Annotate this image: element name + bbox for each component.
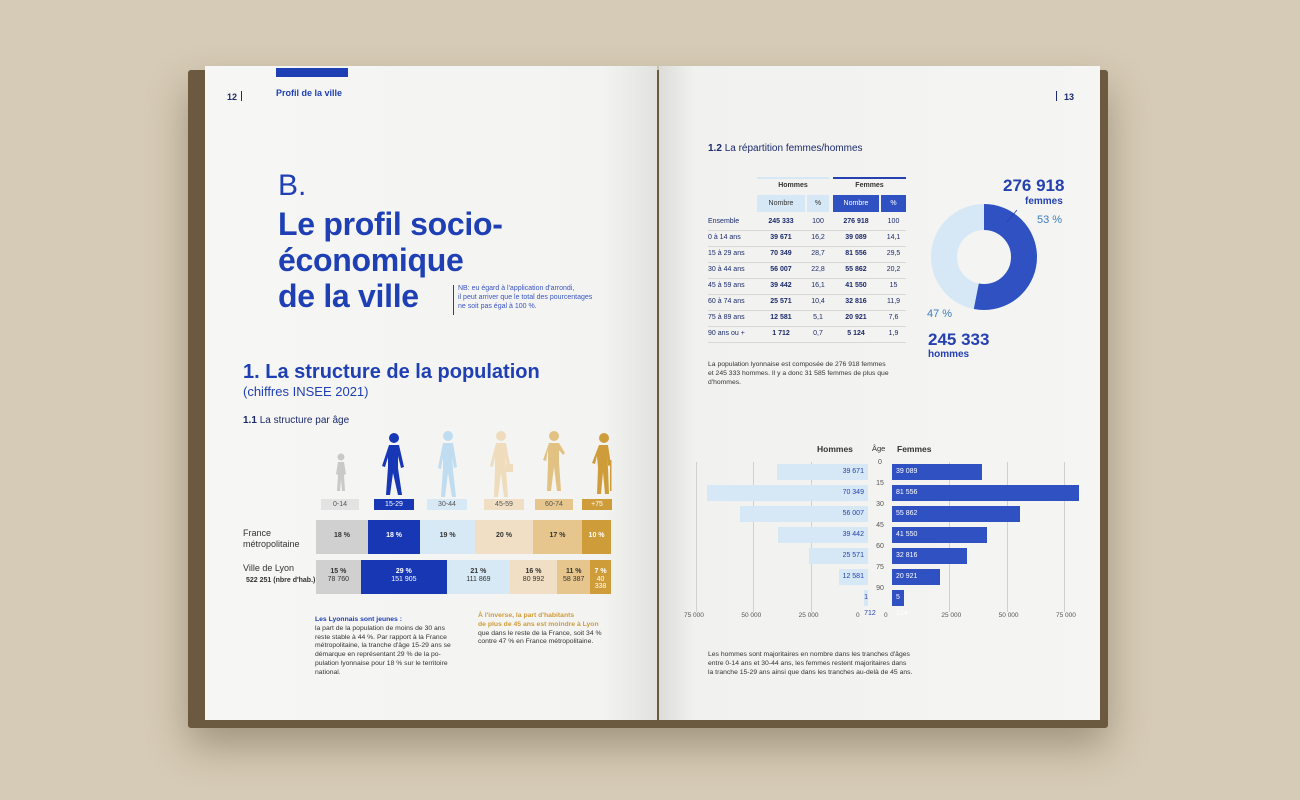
para-line: métropolitaine, la tranche d'âge 15-29 ans se	[315, 642, 451, 650]
age-tick: 90	[876, 585, 884, 592]
men-pct: 28,7	[811, 250, 825, 257]
subsection-title: La répartition femmes/hommes	[724, 143, 863, 154]
age-figures	[315, 426, 615, 498]
segment-pct: 15 %	[330, 568, 347, 575]
note-line: La population lyonnaise est composée de 276 918 femmes	[708, 361, 886, 368]
axis-tick: 0	[884, 612, 888, 619]
nb-rule	[453, 285, 454, 315]
title-line: économique	[278, 242, 464, 279]
men-pct: 47 %	[927, 308, 953, 320]
women-pct: 1,9	[888, 330, 899, 337]
age-tick: 45	[876, 522, 884, 529]
men-bar: 25 571	[809, 548, 868, 564]
women-pct: 11,9	[886, 298, 901, 305]
adult-figure-icon	[438, 431, 457, 497]
segment-count: 78 760	[327, 576, 350, 583]
women-pct: 100	[887, 218, 900, 225]
age-label-60-74: 60-74	[535, 499, 573, 510]
running-head: Profil de la ville	[276, 88, 343, 98]
axis-tick: 0	[856, 612, 860, 619]
subsection-heading	[243, 415, 349, 426]
men-pct: 5,1	[813, 314, 823, 321]
men-bar: 39 671	[777, 464, 868, 480]
donut-note	[708, 360, 928, 388]
child-figure-icon	[336, 454, 346, 492]
age-label-75-plus: +75	[582, 499, 612, 510]
section-subheading: (chiffres INSEE 2021)	[243, 384, 369, 399]
men-count: 70 349	[770, 250, 792, 257]
row-label: 75 à 89 ans	[708, 314, 745, 321]
rounding-note	[458, 285, 593, 311]
senior-figure-icon	[543, 431, 565, 491]
stack-segment	[368, 520, 420, 554]
women-pct: 29,5	[886, 250, 901, 257]
women-pct: 7,6	[888, 314, 899, 321]
page-number: 13	[1064, 92, 1075, 102]
age-label-15-29: 15-29	[374, 499, 414, 510]
row-divider	[708, 230, 906, 231]
men-pct: 100	[812, 218, 824, 225]
row-label: 90 ans ou +	[708, 330, 745, 337]
para-young	[315, 616, 463, 678]
para-lead: de plus de 45 ans est moindre à Lyon	[478, 620, 599, 628]
segment-count: 151 905	[391, 576, 417, 583]
age-tick: 0	[878, 459, 882, 466]
women-count: 20 921	[845, 314, 867, 321]
women-count: 5 124	[847, 330, 865, 337]
row-label-france	[243, 528, 300, 550]
title-line: de la ville	[278, 278, 419, 315]
stack-segment	[316, 560, 361, 594]
axis-tick: 75 000	[684, 612, 704, 619]
para-line: démarque en représentant 29 % de la po-	[315, 651, 441, 659]
women-bar: 32 816	[892, 548, 967, 564]
column-header: Nombre	[833, 195, 879, 212]
left-page	[205, 66, 657, 720]
pyramid-men-header: Hommes	[817, 444, 853, 454]
stack-segment	[533, 520, 582, 554]
row-label-line: métropolitaine	[243, 538, 300, 549]
row-label: 45 à 59 ans	[708, 282, 745, 289]
segment-pct: 18 %	[386, 532, 403, 539]
women-bar: 5 124	[892, 590, 904, 606]
age-tick: 75	[876, 564, 884, 571]
subsection-title: La structure par âge	[259, 415, 350, 426]
group-header-men: Hommes	[778, 182, 808, 189]
note-line: d'hommes.	[708, 379, 742, 387]
segment-count: 58 387	[563, 576, 585, 583]
segment-pct: 11 %	[565, 568, 582, 575]
women-pct: 20,2	[886, 266, 901, 273]
segment-pct: 17 %	[549, 532, 566, 539]
stack-segment	[361, 560, 447, 594]
section-heading: 1. La structure de la population	[243, 361, 540, 383]
segment-pct: 7 %	[594, 568, 607, 575]
women-count: 55 862	[845, 266, 867, 273]
age-tick: 15	[876, 480, 884, 487]
row-label-line: France	[243, 528, 272, 538]
row-divider	[708, 326, 906, 327]
women-bar: 39 089	[892, 464, 982, 480]
column-header: %	[881, 195, 906, 212]
pyramid-women-header: Femmes	[897, 444, 932, 454]
women-count: 81 556	[845, 250, 867, 257]
women-bar: 81 556	[892, 485, 1079, 501]
segment-pct: 21 %	[470, 568, 487, 575]
column-header: %	[807, 195, 829, 212]
men-count: 39 442	[770, 282, 792, 289]
page-number: 12	[227, 92, 238, 102]
women-total: 276 918	[1003, 176, 1065, 195]
age-label-0-14: 0-14	[321, 499, 359, 510]
note-line: entre 0-14 ans et 30-44 ans, les femmes restent majoritaires dans	[708, 660, 907, 668]
para-lead: Les Lyonnais sont jeunes :	[315, 616, 402, 623]
middle-age-figure-icon	[490, 431, 513, 497]
header-separator	[241, 91, 242, 101]
row-divider	[708, 278, 906, 279]
header-separator	[1056, 91, 1057, 101]
axis-tick: 75 000	[1056, 612, 1076, 619]
para-older	[478, 612, 628, 647]
group-header-women: Femmes	[855, 182, 884, 189]
note-line: Les hommes sont majoritaires en nombre dans les tranches d'âges	[708, 651, 910, 658]
row-divider	[708, 342, 906, 343]
axis-tick: 50 000	[741, 612, 762, 619]
women-bar: 41 550	[892, 527, 987, 543]
men-pct: 16,1	[811, 282, 825, 289]
women-count: 32 816	[845, 298, 867, 305]
subsection-heading	[708, 143, 863, 154]
para-lead: À l'inverse, la part d'habitants	[478, 612, 575, 619]
men-count: 56 007	[770, 266, 792, 273]
stack-segment	[316, 520, 368, 554]
para-line: national.	[315, 668, 341, 676]
row-divider	[708, 246, 906, 247]
women-count: 41 550	[845, 282, 867, 289]
row-label: 60 à 74 ans	[708, 298, 745, 305]
gender-donut-chart	[929, 202, 1039, 312]
stack-segment	[582, 520, 611, 554]
segment-pct: 16 %	[525, 568, 542, 575]
stack-segment	[420, 520, 475, 554]
men-bar: 70 349	[707, 485, 868, 501]
men-bar: 12 581	[839, 569, 868, 585]
age-label-45-59: 45-59	[484, 499, 524, 510]
stack-segment	[475, 520, 533, 554]
row-label: 15 à 29 ans	[708, 250, 745, 257]
row-divider	[708, 262, 906, 263]
lyon-population: 522 251 (nbre d'hab.)	[246, 576, 316, 584]
men-pct: 10,4	[811, 298, 825, 305]
age-tick: 60	[876, 543, 884, 550]
women-label: femmes	[1025, 196, 1063, 207]
elderly-figure-icon	[592, 433, 612, 494]
women-bar: 55 862	[892, 506, 1020, 522]
men-bar: 1 712	[864, 590, 868, 606]
stack-segment	[510, 560, 558, 594]
men-count: 39 671	[770, 234, 792, 241]
note-line: et 245 333 hommes. Il y a donc 31 585 femmes de plus que	[708, 370, 889, 378]
stack-segment	[447, 560, 510, 594]
men-count: 12 581	[770, 314, 792, 321]
nb-line: il peut arriver que le total des pourcentages	[458, 293, 593, 301]
young-adult-figure-icon	[382, 433, 404, 495]
men-label: hommes	[928, 349, 970, 360]
men-bar: 56 007	[740, 506, 868, 522]
pyramid-note	[708, 650, 968, 678]
segment-count: 40 338	[594, 576, 607, 590]
women-pct: 14,1	[886, 234, 901, 241]
row-label-line: Ville de Lyon	[243, 563, 295, 573]
segment-count: 80 992	[522, 576, 545, 583]
right-page	[659, 66, 1100, 720]
column-header: Nombre	[757, 195, 805, 212]
row-label: 0 à 14 ans	[708, 234, 741, 241]
para-line: que dans le reste de la France, soit 34 %	[478, 629, 602, 637]
segment-pct: 29 %	[395, 568, 412, 575]
axis-tick: 25 000	[941, 612, 962, 619]
nb-line: ne soit pas égal à 100 %.	[458, 302, 537, 310]
men-count: 25 571	[770, 298, 792, 305]
nb-line: NB: eu égard à l'application d'arrondi,	[458, 285, 575, 292]
axis-tick: 25 000	[798, 612, 819, 619]
para-line: pulation lyonnaise pour 18 % sur le territoire	[315, 660, 448, 668]
note-line: la tranche 15-29 ans ainsi que dans les tranches au-delà de 45 ans.	[708, 669, 913, 677]
header-accent-bar	[276, 68, 348, 77]
segment-pct: 20 %	[495, 532, 512, 539]
axis-tick: 50 000	[998, 612, 1019, 619]
subsection-number: 1.2	[708, 143, 722, 154]
row-divider	[708, 294, 906, 295]
row-label-lyon	[243, 563, 315, 585]
para-line: la part de la population de moins de 30 ans	[315, 624, 445, 632]
header-rule	[833, 177, 906, 179]
women-pct: 15	[889, 282, 898, 289]
age-tick: 30	[876, 501, 884, 508]
women-count: 39 089	[845, 234, 867, 241]
segment-pct: 18 %	[334, 532, 350, 539]
age-label-30-44: 30-44	[427, 499, 467, 510]
subsection-number: 1.1	[243, 415, 257, 426]
row-label: 30 à 44 ans	[708, 266, 745, 273]
segment-pct: 10 %	[588, 532, 605, 539]
segment-pct: 19 %	[439, 532, 456, 539]
section-letter: B.	[278, 169, 307, 202]
segment-count: 111 869	[466, 576, 491, 583]
row-divider	[708, 310, 906, 311]
stack-segment	[590, 560, 611, 594]
men-total: 245 333	[928, 330, 990, 349]
women-count: 276 918	[843, 218, 869, 225]
men-count: 1 712	[772, 330, 790, 337]
row-label: Ensemble	[708, 218, 740, 225]
header-rule	[757, 177, 829, 179]
para-line: reste stable à 44 %. Par rapport à la France	[315, 633, 447, 641]
pyramid-age-header: Âge	[872, 444, 886, 453]
gridline	[696, 462, 697, 612]
men-count: 245 333	[768, 218, 794, 225]
stack-segment	[557, 560, 590, 594]
men-pct: 0,7	[813, 330, 823, 337]
title-line: Le profil socio-	[278, 206, 503, 242]
men-bar: 39 442	[778, 527, 868, 543]
women-bar: 20 921	[892, 569, 940, 585]
men-pct: 22,8	[811, 266, 825, 273]
para-line: contre 47 % en France métropolitaine.	[478, 638, 594, 646]
men-pct: 16,2	[811, 234, 825, 241]
women-pct: 53 %	[1037, 214, 1063, 226]
